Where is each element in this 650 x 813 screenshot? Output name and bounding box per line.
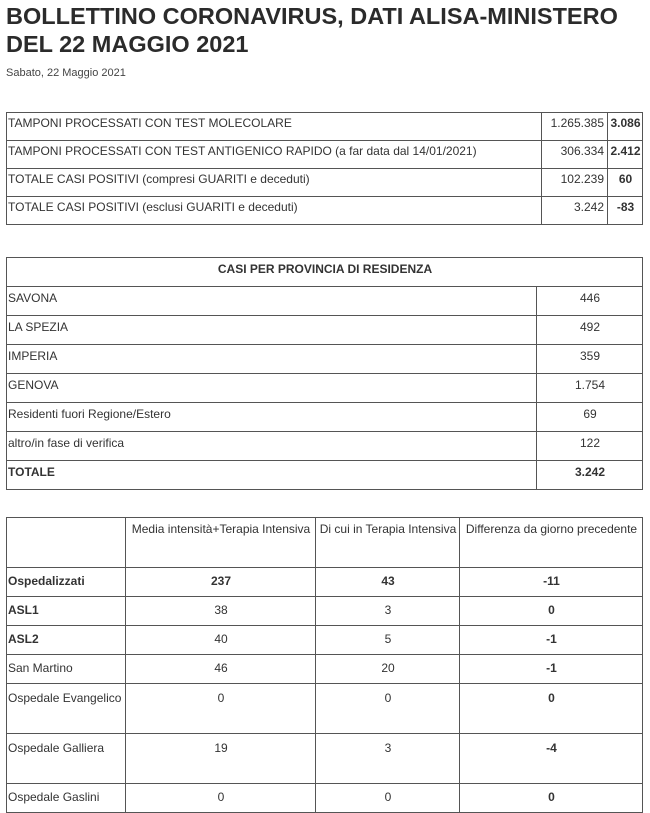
tamponi-label: TAMPONI PROCESSATI CON TEST ANTIGENICO RAPIDO (a far data dal 14/01/2021) [7,141,542,169]
tamponi-label: TAMPONI PROCESSATI CON TEST MOLECOLARE [7,113,542,141]
province-value: 492 [537,316,643,345]
ospedale-name: ASL1 [7,597,126,626]
province-label: SAVONA [7,287,537,316]
ospedale-media: 38 [126,597,316,626]
tamponi-value: 102.239 [542,169,608,197]
province-row [7,316,643,345]
ospedali-row [7,784,643,813]
ospedale-media: 0 [126,784,316,813]
ospedale-name: ASL2 [7,626,126,655]
ospedale-diff: 0 [460,784,643,813]
ospedale-ti: 20 [316,655,460,684]
ospedale-media: 237 [126,568,316,597]
tamponi-diff: 60 [608,169,643,197]
province-row [7,403,643,432]
ospedale-diff: 0 [460,684,643,734]
ospedale-ti: 3 [316,734,460,784]
ospedali-header-row [7,518,643,568]
province-row [7,374,643,403]
ospedali-row [7,734,643,784]
province-table [6,257,643,490]
province-total-label: TOTALE [7,461,537,490]
province-label: altro/in fase di verifica [7,432,537,461]
province-value: 69 [537,403,643,432]
ospedale-diff: -1 [460,626,643,655]
tamponi-table [6,112,643,225]
tamponi-value: 306.334 [542,141,608,169]
province-row [7,432,643,461]
ospedali-row [7,597,643,626]
tamponi-row [7,197,643,225]
ospedale-name: Ospedale Galliera [7,734,126,784]
ospedali-row [7,655,643,684]
province-total-value: 3.242 [537,461,643,490]
province-value: 359 [537,345,643,374]
ospedale-media: 46 [126,655,316,684]
ospedali-header: Media intensità+Terapia Intensiva [126,518,316,568]
tamponi-diff: -83 [608,197,643,225]
page-title: BOLLETTINO CORONAVIRUS, DATI ALISA-MINISTERO DEL 22 MAGGIO 2021 [6,3,618,57]
ospedale-media: 0 [126,684,316,734]
province-value: 122 [537,432,643,461]
ospedali-table [6,517,643,813]
ospedali-header: Differenza da giorno precedente [460,518,643,568]
ospedale-ti: 43 [316,568,460,597]
publication-date: Sabato, 22 Maggio 2021 [6,67,126,79]
ospedali-header [7,518,126,568]
tamponi-label: TOTALE CASI POSITIVI (esclusi GUARITI e deceduti) [7,197,542,225]
province-label: IMPERIA [7,345,537,374]
ospedale-ti: 5 [316,626,460,655]
tamponi-diff: 2.412 [608,141,643,169]
tamponi-row [7,169,643,197]
tamponi-row [7,113,643,141]
province-total-row [7,461,643,490]
ospedale-ti: 0 [316,684,460,734]
ospedale-name: San Martino [7,655,126,684]
ospedali-row [7,684,643,734]
ospedale-media: 19 [126,734,316,784]
province-header-row [7,258,643,287]
ospedale-ti: 0 [316,784,460,813]
tamponi-value: 3.242 [542,197,608,225]
province-label: LA SPEZIA [7,316,537,345]
ospedale-media: 40 [126,626,316,655]
tamponi-row [7,141,643,169]
ospedali-row [7,626,643,655]
ospedale-ti: 3 [316,597,460,626]
province-label: GENOVA [7,374,537,403]
tamponi-value: 1.265.385 [542,113,608,141]
province-row [7,345,643,374]
ospedale-diff: 0 [460,597,643,626]
ospedale-name: Ospedale Gaslini [7,784,126,813]
ospedale-diff: -4 [460,734,643,784]
province-label: Residenti fuori Regione/Estero [7,403,537,432]
tamponi-label: TOTALE CASI POSITIVI (compresi GUARITI e deceduti) [7,169,542,197]
ospedale-name: Ospedale Evangelico [7,684,126,734]
province-value: 1.754 [537,374,643,403]
province-header: CASI PER PROVINCIA DI RESIDENZA [7,258,643,287]
ospedali-row [7,568,643,597]
ospedale-diff: -11 [460,568,643,597]
province-row [7,287,643,316]
tamponi-diff: 3.086 [608,113,643,141]
ospedale-name: Ospedalizzati [7,568,126,597]
ospedale-diff: -1 [460,655,643,684]
ospedali-header: Di cui in Terapia Intensiva [316,518,460,568]
province-value: 446 [537,287,643,316]
